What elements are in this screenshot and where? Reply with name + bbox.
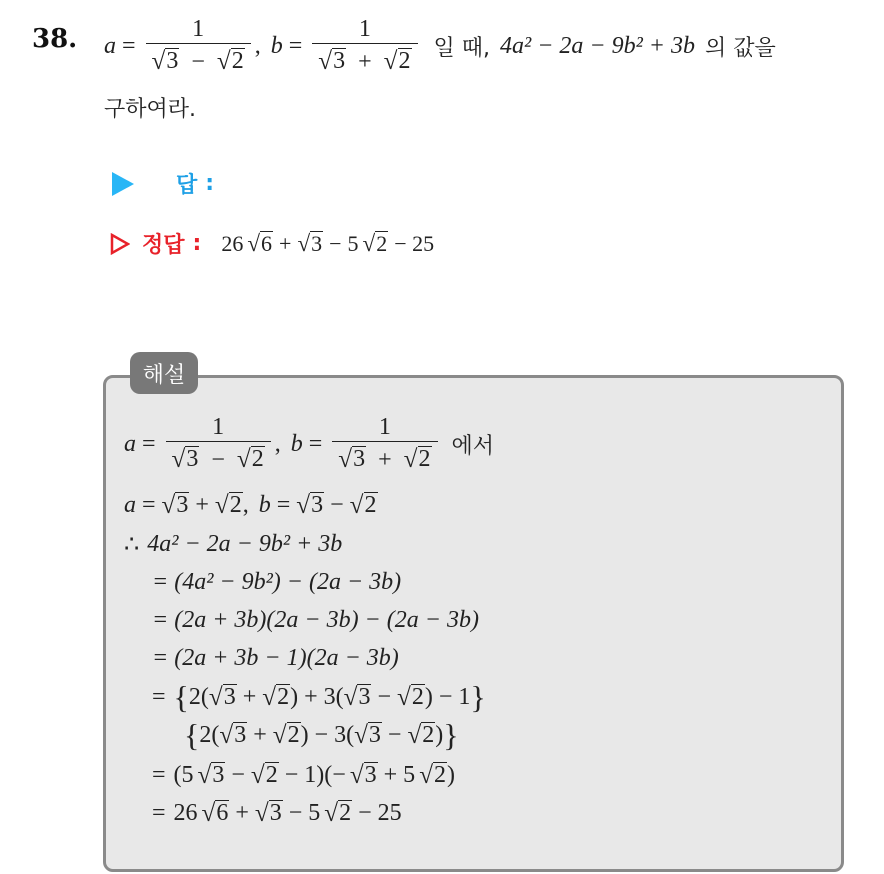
sqrt3: √ 3 <box>151 48 179 76</box>
solution-line-8: { 2( √ 3 + √ 2 ) − 3( √ 3 − √ 2 ) } <box>184 716 459 753</box>
solution-line-1: a = 1 √ 3 − √ 2 , b = 1 √ 3 + √ 2 에서 <box>124 414 495 474</box>
solution-tab: 해설 <box>130 352 198 394</box>
var-a: a <box>104 32 116 59</box>
tail: − 25 <box>394 230 435 256</box>
from-text: 에서 <box>451 433 495 459</box>
plus-sign: + <box>279 230 292 256</box>
fraction-b <box>312 17 417 74</box>
sqrt3: √ 3 <box>318 48 346 76</box>
fraction-a: 1 √ 3 − √ 2 <box>166 415 271 472</box>
solution-line-2: a = √ 3 + √ 2 , b = √ 3 − √ 2 <box>124 491 377 519</box>
minus-sign: − <box>329 230 342 256</box>
fraction-a <box>146 17 251 74</box>
problem-statement-line2: 구하여라. <box>104 96 197 122</box>
comma: , <box>254 32 261 59</box>
when-text: 일 때, <box>433 35 490 61</box>
ask-suffix: 의 값을 <box>704 35 776 61</box>
sqrt2: √ 2 <box>216 48 244 76</box>
equals-sign: = <box>122 32 136 59</box>
answer-colon: : <box>205 171 215 196</box>
numerator: 1 <box>358 16 371 43</box>
solution-line-6: = (2a + 3b − 1)(2a − 3b) <box>152 644 399 671</box>
fraction-b: 1 √ 3 + √ 2 <box>332 415 437 472</box>
sqrt2: √ 2 <box>383 48 411 76</box>
numerator: 1 <box>192 16 205 43</box>
coef-26: 26 <box>221 230 244 256</box>
equals-sign: = <box>288 32 303 59</box>
problem-statement-line1 <box>104 6 776 86</box>
outline-arrow-icon <box>110 233 130 255</box>
answer-row <box>112 168 214 199</box>
solution-line-5: = (2a + 3b)(2a − 3b) − (2a − 3b) <box>152 606 479 633</box>
sqrt6: √ 6 <box>247 230 273 257</box>
solution-line-10: = 26 √ 6 + √ 3 − 5 √ 2 − 25 <box>152 799 402 827</box>
solution-line-4: = (4a² − 9b²) − (2a − 3b) <box>152 568 402 595</box>
correct-colon: : <box>192 231 202 256</box>
plus-sign: + <box>358 49 372 76</box>
answer-label: 답 <box>176 173 198 198</box>
correct-answer-row <box>110 228 434 259</box>
minus-sign: − <box>191 49 205 76</box>
correct-label: 정답 <box>142 233 185 258</box>
solution-line-9: = (5 √ 3 − √ 2 − 1)(− √ 3 + 5 √ 2 ) <box>152 761 456 789</box>
solution-line-3: ∴ 4a² − 2a − 9b² + 3b <box>124 530 343 558</box>
sqrt3: √ 3 <box>297 230 323 257</box>
denominator <box>146 43 251 74</box>
target-expression: 4a² − 2a − 9b² + 3b <box>500 32 695 59</box>
problem-number: 38. <box>32 24 78 54</box>
sqrt2: √ 2 <box>362 230 388 257</box>
play-arrow-icon <box>112 172 134 196</box>
coef-5: 5 <box>347 230 359 256</box>
var-b: b <box>270 32 283 59</box>
solution-line-7: = { 2( √ 3 + √ 2 ) + 3( √ 3 − √ 2 ) − 1 } <box>152 678 486 715</box>
denominator <box>312 43 417 74</box>
